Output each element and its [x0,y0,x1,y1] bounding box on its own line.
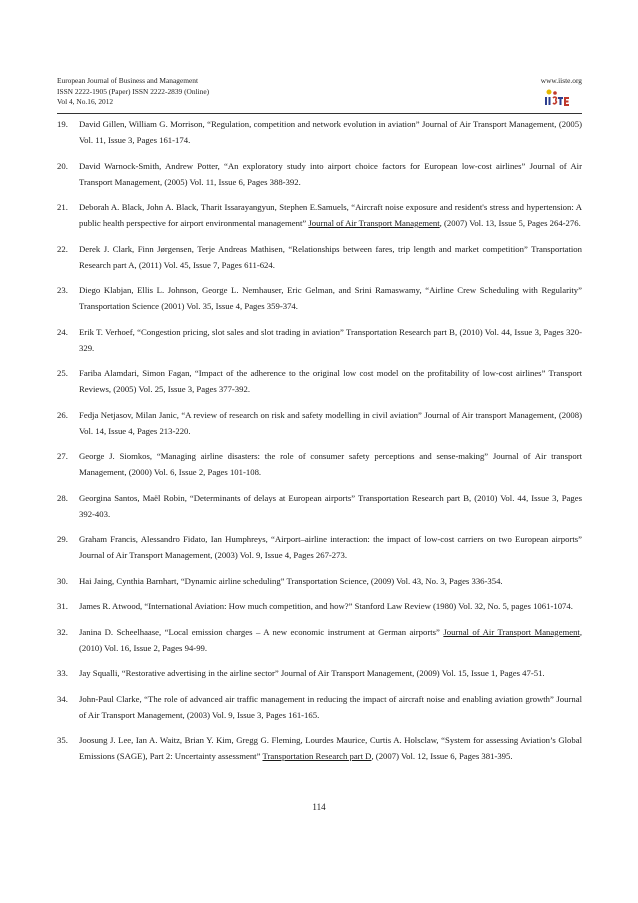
reference-number: 26. [57,409,68,420]
reference-item [57,624,582,656]
reference-journal-link[interactable]: Transportation Research part D [262,751,372,761]
reference-number: 30. [57,575,68,586]
reference-number: 32. [57,626,68,637]
reference-text: David Warnock-Smith, Andrew Potter, “An exploratory study into airport choice factors for European low-cost airlines” Journal of Air Transport Management, (2005) Vol. 11, Issue 6, Pages 388-392. [79,160,582,187]
iiste-logo-icon [544,88,570,108]
reference-number: 34. [57,693,68,704]
reference-text: Graham Francis, Alessandro Fidato, Ian Humphreys, “Airport–airline interaction: the impact of low-cost carriers on two European airports” Journal of Air Transport Management, (2003) Vol. 9, Issue 4, Pages 267-273. [79,534,582,560]
reference-text: Georgina Santos, Maël Robin, “Determinants of delays at European airports” Transportation Research part B, (2010) Vol. 44, Issue 3, Pages 392-403. [79,492,582,519]
reference-number: 35. [57,735,68,745]
journal-issn: ISSN 2222-1905 (Paper) ISSN 2222-2839 (Online) [57,86,210,96]
reference-journal-link[interactable]: Journal of Air Transport Management [443,626,580,637]
journal-name: European Journal of Business and Management [57,76,199,85]
reference-item [57,573,582,589]
reference-text-tail: , (2007) Vol. 12, Issue 6, Pages 381-395. [371,751,513,761]
reference-text: Deborah A. Black, John A. Black, Tharit Issarayangyun, Stephen E.Samuels, “Aircraft noise exposure and resident's stress and hypertension: A public health perspective for airport environmental management” [79,202,582,228]
reference-text: Jay Squalli, “Restorative advertising in the airline sector” Journal of Air Transport Management, (2009) Vol. 15, Issue 1, Pages 47-51. [79,668,545,678]
reference-text-tail: , (2010) Vol. 16, Issue 2, Pages 94-99. [79,626,583,653]
reference-item [57,199,582,231]
reference-text: Erik T. Verhoef, “Congestion pricing, slot sales and slot trading in aviation” Transportation Research part B, (2010) Vol. 44, Issue 3, Pages 320-329. [79,326,582,353]
reference-item [57,282,582,314]
reference-number: 25. [57,368,68,378]
reference-text: Janina D. Scheelhaase, “Local emission charges – A new economic instrument at German airports” [79,626,440,637]
reference-number: 27. [57,451,68,461]
reference-item [57,158,582,190]
reference-item [57,324,582,356]
reference-item [57,490,582,522]
reference-number: 22. [57,243,68,254]
reference-number: 19. [57,119,68,129]
reference-text: Fariba Alamdari, Simon Fagan, “Impact of the adherence to the original low cost model on the profitability of low-cost airlines” Transport Reviews, (2005) Vol. 25, Issue 3, Pages 377-392. [79,368,582,394]
reference-number: 20. [57,160,68,171]
reference-text: James R. Atwood, “International Aviation: How much competition, and how?” Stanford Law Review (1980) Vol. 32, No. 5, pages 1061-1074. [79,601,573,611]
reference-text: Hai Jaing, Cynthia Barnhart, “Dynamic airline scheduling” Transportation Science, (2009) Vol. 43, No. 3, Pages 336-354. [79,575,503,586]
reference-item [57,665,582,681]
page-number: 114 [312,802,326,812]
reference-text: John-Paul Clarke, “The role of advanced air traffic management in reducing the impact of aircraft noise and enabling aviation growth” Journal of Air Transport Management, (2003) Vol. 9, Issue 3, Pages 161-165. [79,693,582,720]
reference-item [57,407,582,439]
reference-number: 33. [57,668,68,678]
reference-item [57,691,582,723]
reference-text: George J. Siomkos, “Managing airline disasters: the role of consumer safety perceptions and sense-making” Journal of Air transport Management, (2000) Vol. 6, Issue 2, Pages 101-108. [79,451,582,477]
reference-text: David Gillen, William G. Morrison, “Regulation, competition and network evolution in aviation” Journal of Air Transport Management, (2005) Vol. 11, Issue 3, Pages 161-174. [79,119,582,145]
journal-volume: Vol 4, No.16, 2012 [57,97,114,106]
reference-item [57,448,582,480]
reference-number: 28. [57,492,68,503]
reference-number: 29. [57,534,68,544]
reference-text: Derek J. Clark, Finn Jørgensen, Terje Andreas Mathisen, “Relationships between fares, trip length and market competition” Transportation Research part A, (2011) Vol. 45, Issue 7, Pages 611-624. [79,243,582,270]
reference-journal-link[interactable]: Journal of Air Transport Management [308,218,440,228]
reference-number: 21. [57,202,68,212]
reference-item [57,116,582,148]
reference-text-tail: , (2007) Vol. 13, Issue 5, Pages 264-276. [439,218,581,228]
reference-number: 31. [57,601,68,611]
reference-number: 24. [57,326,68,337]
reference-item [57,365,582,397]
reference-number: 23. [57,285,68,295]
reference-text: Diego Klabjan, Ellis L. Johnson, George L. Nemhauser, Eric Gelman, and Srini Ramaswamy, “Airline Crew Scheduling with Regularity” Transportation Science (2001) Vol. 35, Issue 4, Pages 359-374. [79,285,582,311]
reference-item [57,531,582,563]
reference-text: Fedja Netjasov, Milan Janic, “A review of research on risk and safety modelling in civil aviation” Journal of Air transport Management, (2008) Vol. 14, Issue 4, Pages 213-220. [79,409,582,436]
journal-website[interactable]: www.iiste.org [540,76,582,85]
reference-item [57,598,582,614]
header-divider [57,113,582,114]
reference-text: Joosung J. Lee, Ian A. Waitz, Brian Y. Kim, Gregg G. Fleming, Lourdes Maurice, Curtis A. Holsclaw, “System for assessing Aviation’s Global Emissions (SAGE), Part 2: Uncertainty assessment” [79,735,582,761]
reference-item [57,732,582,764]
page-header [57,76,582,112]
journal-info [57,76,209,108]
reference-list [57,116,582,774]
reference-item [57,241,582,273]
